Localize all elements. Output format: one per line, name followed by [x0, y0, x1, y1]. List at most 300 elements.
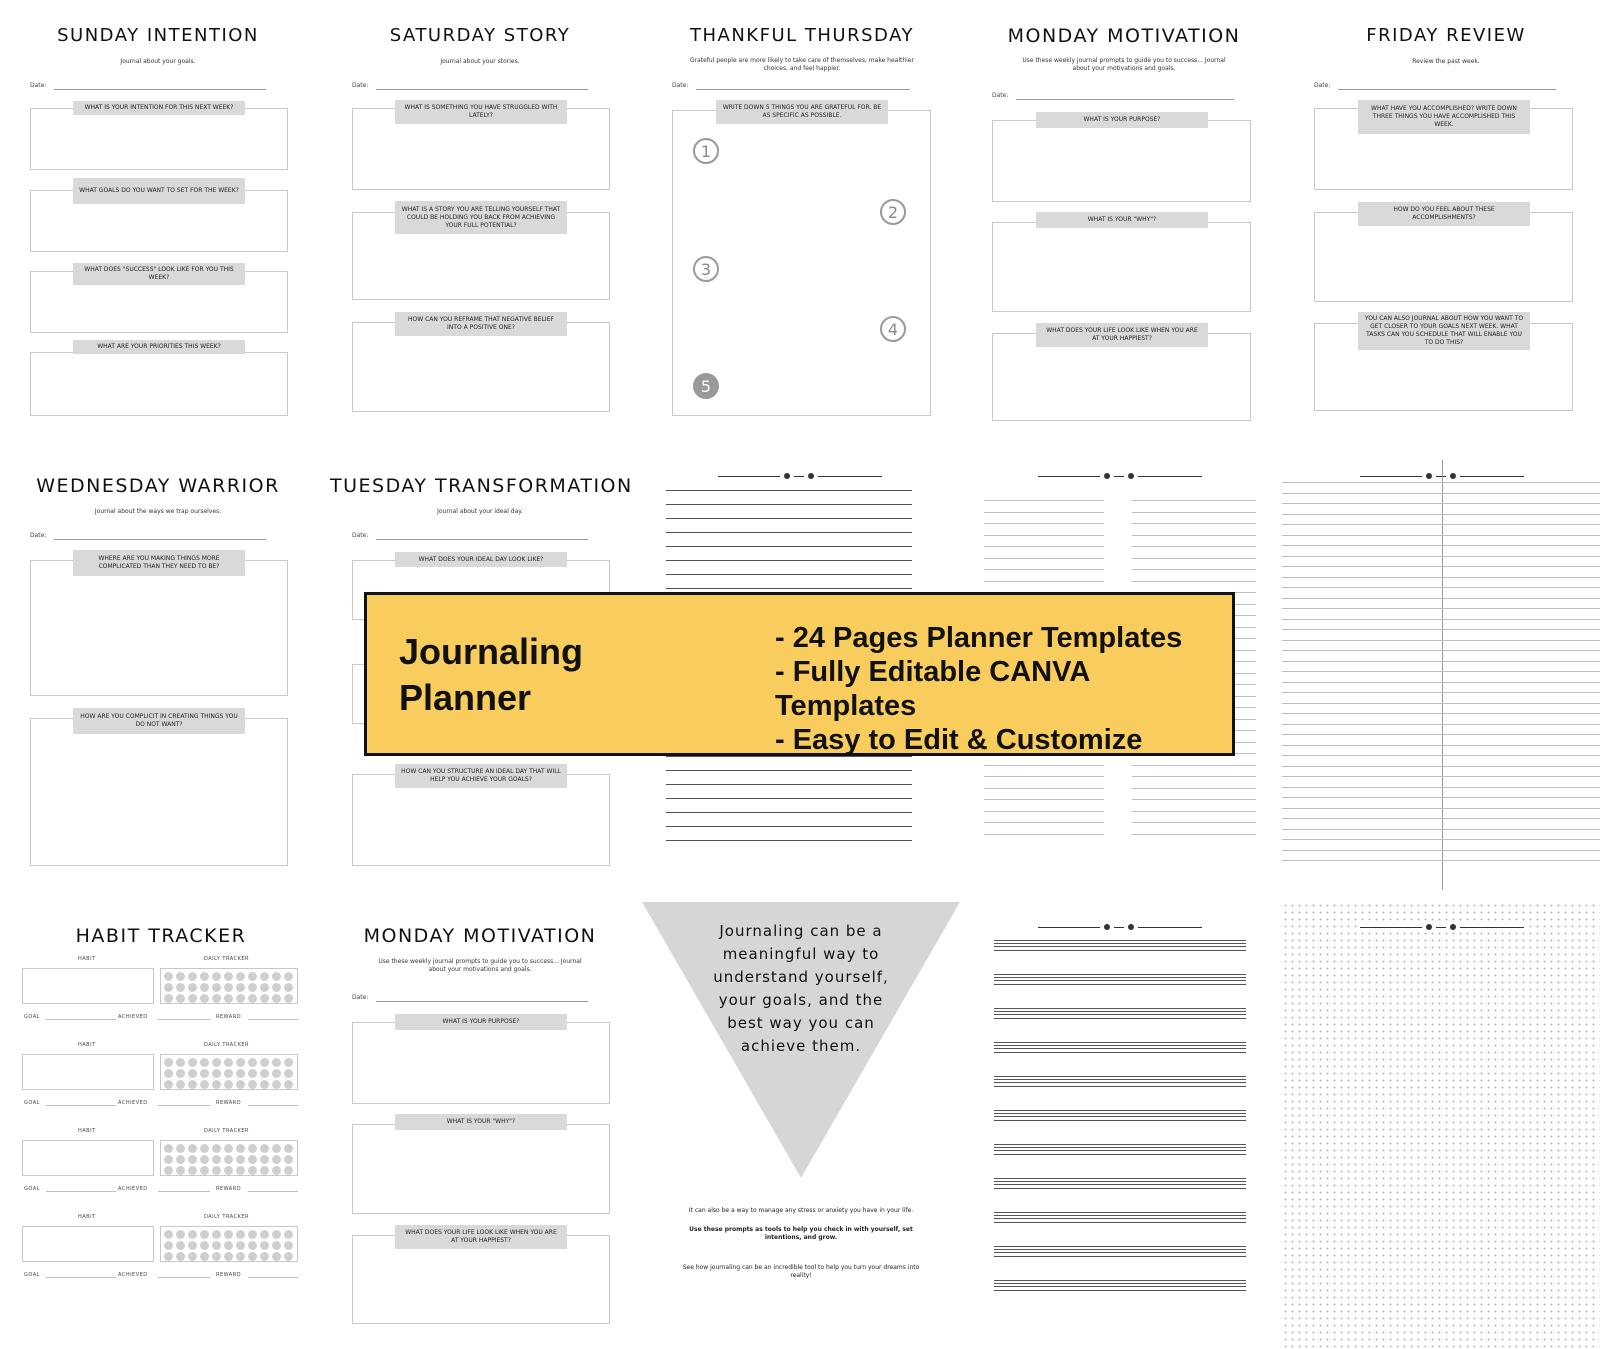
ornament-divider	[718, 471, 882, 481]
prompt-label: WHAT IS YOUR "WHY"?	[1036, 212, 1208, 228]
ruled-line	[1282, 818, 1600, 819]
tracker-circle[interactable]	[164, 972, 173, 981]
tracker-circle[interactable]	[236, 1252, 245, 1261]
date-line[interactable]	[54, 89, 266, 90]
tracker-circle[interactable]	[248, 972, 257, 981]
tracker-circle[interactable]	[260, 1058, 269, 1067]
tracker-circle[interactable]	[284, 994, 293, 1003]
ruled-line	[984, 811, 1104, 812]
number-5-icon: 5	[693, 373, 719, 399]
page-subtitle: Journal about the ways we trap ourselves.	[94, 508, 222, 515]
promo-banner	[364, 592, 1235, 756]
tracker-circle[interactable]	[188, 1230, 197, 1239]
page-title: HABIT TRACKER	[75, 925, 247, 947]
reward-line[interactable]	[248, 1019, 298, 1020]
tracker-circle[interactable]	[284, 1058, 293, 1067]
tracker-circle[interactable]	[248, 1144, 257, 1153]
achieved-label: ACHIEVED	[118, 1100, 148, 1106]
ruled-line	[1282, 608, 1600, 609]
date-label: Date:	[30, 532, 47, 539]
date-line[interactable]	[54, 539, 266, 540]
tracker-circle[interactable]	[284, 1144, 293, 1153]
tracker-circle[interactable]	[236, 972, 245, 981]
tracker-circle[interactable]	[188, 1155, 197, 1164]
feature-item: - Fully Editable CANVA Templates	[775, 656, 1090, 722]
tracker-circle[interactable]	[176, 994, 185, 1003]
prompt-label: WHAT IS A STORY YOU ARE TELLING YOURSELF THAT COULD BE HOLDING YOU BACK FROM ACHIEVING YOUR FULL POTENTIAL?	[395, 201, 567, 234]
ornament-divider	[1360, 922, 1524, 932]
ruled-line	[1282, 661, 1600, 662]
tracker-circle[interactable]	[272, 1241, 281, 1250]
tracker-circle[interactable]	[272, 1069, 281, 1078]
ruled-line	[994, 984, 1246, 985]
tracker-circle[interactable]	[236, 994, 245, 1003]
achieved-label: ACHIEVED	[118, 1272, 148, 1278]
tracker-circle[interactable]	[236, 1230, 245, 1239]
tracker-circle[interactable]	[212, 1252, 221, 1261]
prompt-label: HOW DO YOU FEEL ABOUT THESE ACCOMPLISHMENTS?	[1358, 202, 1530, 226]
date-label: Date:	[992, 92, 1009, 99]
date-line[interactable]	[1338, 89, 1556, 90]
intro-text-1: It can also be a way to manage any stress or anxiety you have in your life.	[688, 1207, 914, 1214]
prompt-label: WRITE DOWN 5 THINGS YOU ARE GRATEFUL FOR. BE AS SPECIFIC AS POSSIBLE.	[716, 100, 888, 124]
tracker-circle[interactable]	[284, 983, 293, 992]
answer-box[interactable]	[352, 1124, 610, 1214]
tracker-circle[interactable]	[164, 1080, 173, 1089]
tracker-circle[interactable]	[176, 1080, 185, 1089]
ruled-line	[984, 822, 1104, 823]
feature-list	[775, 621, 1232, 757]
tracker-circle[interactable]	[248, 1058, 257, 1067]
ruled-line	[994, 1048, 1246, 1049]
reward-label: REWARD	[216, 1272, 242, 1278]
tracker-circle[interactable]	[284, 972, 293, 981]
answer-box[interactable]	[30, 108, 288, 170]
tracker-circle[interactable]	[236, 1058, 245, 1067]
reward-label: REWARD	[216, 1014, 242, 1020]
tracker-circle[interactable]	[260, 1252, 269, 1261]
tracker-circle[interactable]	[212, 1155, 221, 1164]
ornament-divider	[1038, 471, 1202, 481]
tracker-circle[interactable]	[176, 1241, 185, 1250]
ruled-line	[994, 1008, 1246, 1009]
tracker-circle[interactable]	[212, 1166, 221, 1175]
tracker-circle[interactable]	[224, 1069, 233, 1078]
ruled-line	[1282, 734, 1600, 735]
ruled-line	[1282, 829, 1600, 830]
ruled-line	[1282, 514, 1600, 515]
date-line[interactable]	[376, 539, 588, 540]
tracker-circle[interactable]	[272, 972, 281, 981]
ruled-line	[1132, 535, 1256, 536]
ruled-line	[1132, 500, 1256, 501]
answer-box[interactable]	[30, 718, 288, 866]
answer-box[interactable]	[992, 222, 1251, 312]
tracker-circle[interactable]	[260, 1080, 269, 1089]
achieved-label: ACHIEVED	[118, 1014, 148, 1020]
tracker-circle[interactable]	[176, 1069, 185, 1078]
ruled-line	[1282, 650, 1600, 651]
tracker-circle[interactable]	[212, 972, 221, 981]
date-label: Date:	[1314, 82, 1331, 89]
tracker-circle[interactable]	[200, 1058, 209, 1067]
ruled-line	[1282, 755, 1600, 756]
tracker-circle[interactable]	[188, 994, 197, 1003]
page-wednesday-warrior	[22, 470, 294, 870]
ruled-line	[994, 1154, 1246, 1155]
ruled-line	[1282, 577, 1600, 578]
date-label: Date:	[352, 994, 369, 1001]
tracker-circle[interactable]	[164, 1069, 173, 1078]
reward-label: REWARD	[216, 1100, 242, 1106]
tracker-circle[interactable]	[176, 1230, 185, 1239]
tracker-circle[interactable]	[236, 1144, 245, 1153]
ruled-line	[1282, 850, 1600, 851]
ruled-line	[994, 974, 1246, 975]
tracker-circle[interactable]	[212, 1144, 221, 1153]
tracker-circle[interactable]	[236, 1069, 245, 1078]
ruled-line	[994, 1086, 1246, 1087]
answer-box[interactable]	[992, 120, 1251, 202]
ruled-line	[994, 1014, 1246, 1015]
tracker-circle[interactable]	[224, 1241, 233, 1250]
ruled-line	[1282, 692, 1600, 693]
daily-tracker-grid	[160, 1140, 298, 1176]
ruled-line	[1132, 799, 1256, 800]
tracker-circle[interactable]	[212, 983, 221, 992]
date-label: Date:	[30, 82, 47, 89]
tracker-circle[interactable]	[248, 1252, 257, 1261]
ruled-line	[994, 1290, 1246, 1291]
ruled-line	[984, 512, 1104, 513]
ruled-line	[984, 799, 1104, 800]
answer-box[interactable]	[30, 352, 288, 416]
goal-line[interactable]	[46, 1105, 116, 1106]
ruled-line	[666, 826, 912, 827]
ruled-line	[1132, 765, 1256, 766]
ruled-line	[666, 798, 912, 799]
date-label: Date:	[352, 532, 369, 539]
ruled-line	[994, 1079, 1246, 1080]
tracker-circle[interactable]	[200, 1144, 209, 1153]
ruled-line	[666, 518, 912, 519]
ruled-line	[994, 977, 1246, 978]
tracker-circle[interactable]	[248, 1230, 257, 1239]
ruled-line	[994, 1082, 1246, 1083]
tracker-circle[interactable]	[224, 1155, 233, 1164]
tracker-circle[interactable]	[164, 1252, 173, 1261]
tracker-circle[interactable]	[212, 1230, 221, 1239]
ruled-line	[1282, 503, 1600, 504]
tracker-circle[interactable]	[248, 1166, 257, 1175]
goal-line[interactable]	[46, 1191, 116, 1192]
ruled-line	[994, 1076, 1246, 1077]
habit-input[interactable]	[22, 1054, 154, 1090]
tracker-circle[interactable]	[236, 983, 245, 992]
achieved-line[interactable]	[158, 1019, 210, 1020]
ruled-line	[1282, 839, 1600, 840]
ruled-line	[1132, 811, 1256, 812]
tracker-circle[interactable]	[260, 1230, 269, 1239]
goal-line[interactable]	[46, 1019, 116, 1020]
daily-tracker-label: DAILY TRACKER	[204, 956, 249, 962]
tracker-circle[interactable]	[164, 1144, 173, 1153]
banner-title-line-1: Journaling	[399, 631, 584, 672]
triangle-text: Journaling can be a meaningful way to understand yourself, your goals, and the best way you can achieve them.	[713, 922, 889, 1055]
tracker-circle[interactable]	[200, 1252, 209, 1261]
tracker-circle[interactable]	[272, 1252, 281, 1261]
ruled-line	[1132, 558, 1256, 559]
page-friday-review	[1310, 20, 1582, 420]
tracker-circle[interactable]	[236, 1241, 245, 1250]
tracker-circle[interactable]	[260, 983, 269, 992]
tracker-circle[interactable]	[200, 1069, 209, 1078]
ruled-line	[1132, 523, 1256, 524]
tracker-circle[interactable]	[188, 1069, 197, 1078]
number-4-icon: 4	[880, 316, 906, 342]
tracker-circle[interactable]	[224, 1080, 233, 1089]
ruled-line	[1282, 787, 1600, 788]
ruled-line	[1282, 619, 1600, 620]
ruled-line	[1282, 493, 1600, 494]
tracker-circle[interactable]	[260, 972, 269, 981]
tracker-circle[interactable]	[164, 983, 173, 992]
tracker-circle[interactable]	[212, 1241, 221, 1250]
tracker-circle[interactable]	[284, 1241, 293, 1250]
tracker-circle[interactable]	[200, 972, 209, 981]
tracker-circle[interactable]	[260, 1069, 269, 1078]
habit-input[interactable]	[22, 1226, 154, 1262]
tracker-circle[interactable]	[272, 1155, 281, 1164]
prompt-label: HOW CAN YOU REFRAME THAT NEGATIVE BELIEF INTO A POSITIVE ONE?	[395, 312, 567, 336]
tracker-circle[interactable]	[248, 1080, 257, 1089]
tracker-circle[interactable]	[248, 1069, 257, 1078]
tracker-circle[interactable]	[248, 983, 257, 992]
ruled-line	[994, 980, 1246, 981]
tracker-circle[interactable]	[200, 1230, 209, 1239]
ruled-line	[994, 1246, 1246, 1247]
ruled-line	[994, 943, 1246, 944]
ruled-line	[1282, 766, 1600, 767]
ruled-line	[994, 1249, 1246, 1250]
dot-grid[interactable]	[1282, 902, 1600, 1349]
tracker-circle[interactable]	[224, 1230, 233, 1239]
tracker-circle[interactable]	[164, 1058, 173, 1067]
ruled-line	[994, 1113, 1246, 1114]
tracker-circle[interactable]	[176, 1144, 185, 1153]
tracker-circle[interactable]	[284, 1230, 293, 1239]
ruled-line	[984, 834, 1104, 835]
tracker-circle[interactable]	[200, 1166, 209, 1175]
ruled-line	[994, 1052, 1246, 1053]
tracker-circle[interactable]	[176, 1166, 185, 1175]
tracker-circle[interactable]	[200, 1155, 209, 1164]
ruled-line	[1132, 546, 1256, 547]
tracker-circle[interactable]	[212, 1069, 221, 1078]
ruled-line	[1282, 713, 1600, 714]
page-thankful-thursday	[666, 20, 938, 420]
tracker-circle[interactable]	[200, 1080, 209, 1089]
page-sunday-intention	[22, 20, 294, 420]
tracker-circle[interactable]	[236, 1166, 245, 1175]
ruled-line	[994, 1252, 1246, 1253]
achieved-line[interactable]	[158, 1105, 210, 1106]
tracker-circle[interactable]	[224, 972, 233, 981]
prompt-label: WHAT IS YOUR PURPOSE?	[1036, 112, 1208, 128]
goal-label: GOAL	[24, 1014, 40, 1020]
reward-line[interactable]	[248, 1191, 298, 1192]
habit-label: HABIT	[78, 1128, 96, 1134]
tracker-circle[interactable]	[260, 1144, 269, 1153]
ruled-line	[666, 784, 912, 785]
tracker-circle[interactable]	[260, 1155, 269, 1164]
feature-item: - Easy to Edit & Customize	[775, 724, 1143, 756]
date-label: Date:	[672, 82, 689, 89]
ruled-line	[1282, 776, 1600, 777]
tracker-circle[interactable]	[272, 994, 281, 1003]
page-title: TUESDAY TRANSFORMATION	[330, 475, 633, 497]
tracker-circle[interactable]	[188, 1241, 197, 1250]
ruled-line	[984, 765, 1104, 766]
tracker-circle[interactable]	[212, 1080, 221, 1089]
answer-box[interactable]	[30, 560, 288, 696]
tracker-circle[interactable]	[272, 983, 281, 992]
date-line[interactable]	[376, 1001, 588, 1002]
tracker-circle[interactable]	[248, 1155, 257, 1164]
tracker-circle[interactable]	[284, 1080, 293, 1089]
tracker-circle[interactable]	[224, 1058, 233, 1067]
tracker-circle[interactable]	[284, 1252, 293, 1261]
tracker-circle[interactable]	[260, 1241, 269, 1250]
tracker-circles[interactable]	[161, 1055, 297, 1093]
page-subtitle: Use these weekly journal prompts to guide you to success... Journal about your motivations and goals.	[1022, 57, 1226, 72]
date-label: Date:	[352, 82, 369, 89]
tracker-circle[interactable]	[188, 1252, 197, 1261]
achieved-line[interactable]	[158, 1191, 210, 1192]
tracker-circle[interactable]	[212, 994, 221, 1003]
tracker-circle[interactable]	[272, 1144, 281, 1153]
tracker-circle[interactable]	[164, 1241, 173, 1250]
number-2-icon: 2	[880, 199, 906, 225]
ruled-line	[984, 500, 1104, 501]
tracker-circle[interactable]	[236, 1155, 245, 1164]
tracker-circles[interactable]	[161, 1227, 297, 1265]
tracker-circle[interactable]	[164, 1155, 173, 1164]
tracker-circle[interactable]	[284, 1166, 293, 1175]
answer-box[interactable]	[352, 1022, 610, 1104]
ruled-line	[994, 1188, 1246, 1189]
prompt-label: WHAT GOALS DO YOU WANT TO SET FOR THE WEEK?	[73, 178, 245, 204]
tracker-circle[interactable]	[236, 1080, 245, 1089]
date-line[interactable]	[1016, 99, 1234, 100]
tracker-circle[interactable]	[260, 994, 269, 1003]
reward-line[interactable]	[248, 1277, 298, 1278]
tracker-circle[interactable]	[200, 994, 209, 1003]
tracker-circle[interactable]	[176, 1058, 185, 1067]
ruled-line	[666, 490, 912, 491]
tracker-circle[interactable]	[224, 1144, 233, 1153]
tracker-circle[interactable]	[200, 1241, 209, 1250]
achieved-line[interactable]	[158, 1277, 210, 1278]
prompt-label: HOW CAN YOU STRUCTURE AN IDEAL DAY THAT WILL HELP YOU ACHIEVE YOUR GOALS?	[395, 764, 567, 788]
tracker-circle[interactable]	[188, 1144, 197, 1153]
ruled-line	[666, 588, 912, 589]
tracker-circle[interactable]	[176, 983, 185, 992]
tracker-circle[interactable]	[260, 1166, 269, 1175]
tracker-circle[interactable]	[188, 972, 197, 981]
tracker-circle[interactable]	[284, 1069, 293, 1078]
ruled-line	[666, 532, 912, 533]
ruled-line	[1282, 682, 1600, 683]
tracker-circle[interactable]	[188, 1058, 197, 1067]
tracker-circle[interactable]	[164, 1230, 173, 1239]
tracker-circle[interactable]	[272, 1166, 281, 1175]
tracker-circle[interactable]	[272, 1080, 281, 1089]
ruled-line	[1282, 587, 1600, 588]
tracker-circles[interactable]	[161, 969, 297, 1007]
tracker-circle[interactable]	[224, 1252, 233, 1261]
ruled-line	[1282, 482, 1600, 483]
prompt-label: WHAT ARE YOUR PRIORITIES THIS WEEK?	[73, 340, 245, 354]
daily-tracker-label: DAILY TRACKER	[204, 1042, 249, 1048]
goal-line[interactable]	[46, 1277, 116, 1278]
tracker-circle[interactable]	[272, 1230, 281, 1239]
habit-input[interactable]	[22, 968, 154, 1004]
page-subtitle: Review the past week.	[1412, 58, 1480, 65]
page-dot-grid	[1282, 902, 1600, 1349]
number-3-icon: 3	[693, 256, 719, 282]
tracker-circle[interactable]	[248, 1241, 257, 1250]
tracker-circle[interactable]	[164, 994, 173, 1003]
tracker-circle[interactable]	[176, 1252, 185, 1261]
tracker-circle[interactable]	[224, 983, 233, 992]
tracker-circle[interactable]	[188, 1080, 197, 1089]
tracker-circle[interactable]	[272, 1058, 281, 1067]
tracker-circle[interactable]	[284, 1155, 293, 1164]
tracker-circle[interactable]	[224, 1166, 233, 1175]
ruled-line	[994, 950, 1246, 951]
tracker-circle[interactable]	[188, 983, 197, 992]
date-line[interactable]	[696, 89, 910, 90]
ruled-line	[1282, 524, 1600, 525]
page-title: FRIDAY REVIEW	[1366, 25, 1526, 46]
tracker-circle[interactable]	[200, 983, 209, 992]
page-title: THANKFUL THURSDAY	[690, 25, 914, 46]
tracker-circle[interactable]	[176, 1155, 185, 1164]
tracker-circle[interactable]	[188, 1166, 197, 1175]
tracker-circles[interactable]	[161, 1141, 297, 1179]
reward-line[interactable]	[248, 1105, 298, 1106]
tracker-circle[interactable]	[212, 1058, 221, 1067]
page-intro	[642, 902, 960, 1322]
page-title: MONDAY MOTIVATION	[1007, 25, 1241, 47]
daily-tracker-grid	[160, 1054, 298, 1090]
ruled-line	[994, 1215, 1246, 1216]
habit-input[interactable]	[22, 1140, 154, 1176]
prompt-label: WHAT DOES YOUR IDEAL DAY LOOK LIKE?	[395, 552, 567, 567]
tracker-circle[interactable]	[248, 994, 257, 1003]
ruled-line	[984, 558, 1104, 559]
ruled-line	[1282, 671, 1600, 672]
page-monday-motivation	[988, 20, 1260, 420]
date-line[interactable]	[376, 89, 588, 90]
tracker-circle[interactable]	[176, 972, 185, 981]
ruled-line	[994, 1116, 1246, 1117]
tracker-circle[interactable]	[224, 994, 233, 1003]
ruled-line	[984, 535, 1104, 536]
tracker-circle[interactable]	[164, 1166, 173, 1175]
ruled-line	[1282, 724, 1600, 725]
